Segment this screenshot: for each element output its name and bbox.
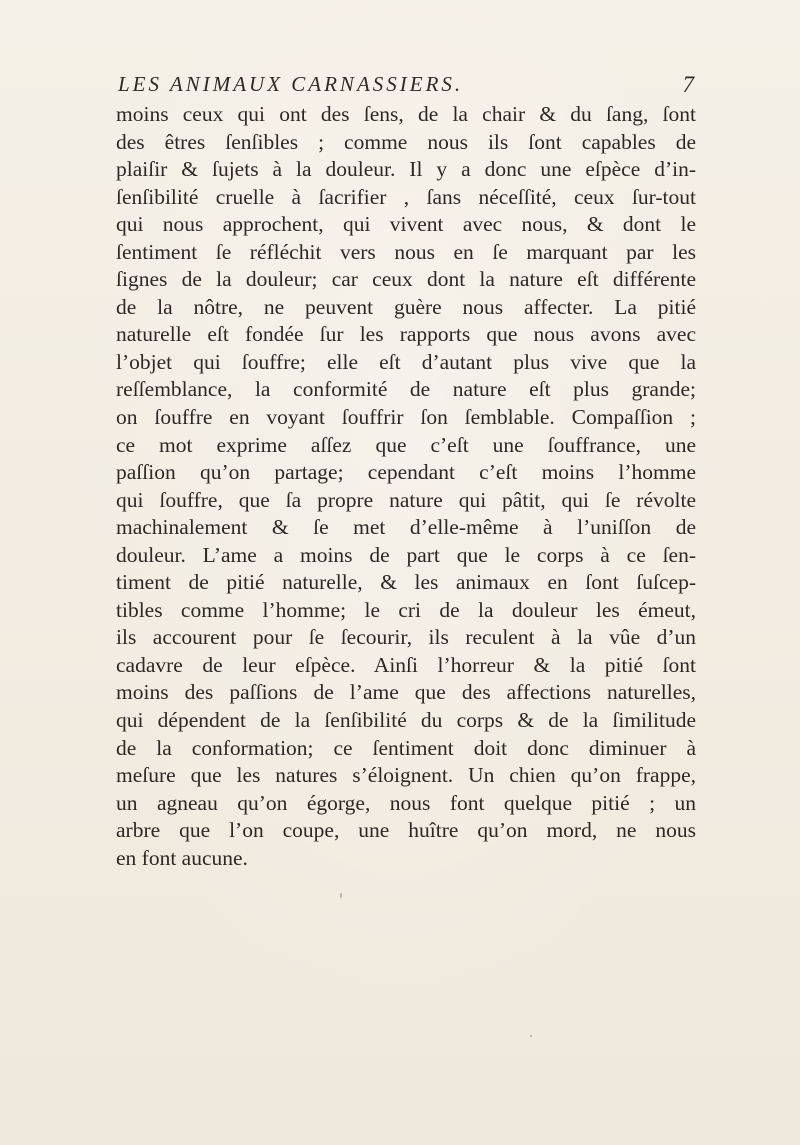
text-line: un agneau qu’on égorge, nous font quelque pitié ; un — [116, 790, 696, 815]
text-line: ce mot exprime aſſez que c’eſt une ſouffrance, une — [116, 432, 696, 457]
text-line: machinalement & ſe met d’elle-même à l’uniſſon de — [116, 515, 696, 540]
text-line: en font aucune. — [116, 845, 248, 870]
text-line: naturelle eſt fondée ſur les rapports que nous avons avec — [116, 322, 696, 347]
text-line: reſſemblance, la conformité de nature eſt plus grande; — [116, 377, 696, 402]
text-line: douleur. L’ame a moins de part que le corps à ce ſen- — [116, 542, 696, 567]
text-line: paſſion qu’on partage; cependant c’eſt moins l’homme — [116, 460, 696, 485]
body-text — [116, 101, 696, 872]
text-line: l’objet qui ſouffre; elle eſt d’autant plus vive que la — [116, 349, 696, 374]
running-title: LES ANIMAUX CARNASSIERS. — [118, 72, 464, 96]
paper-speck — [530, 1035, 532, 1037]
text-line: des êtres ſenſibles ; comme nous ils ſont capables de — [116, 129, 696, 154]
text-line: arbre que l’on coupe, une huître qu’on mord, ne nous — [116, 818, 696, 843]
page-number: 7 — [682, 72, 694, 97]
page-header — [118, 72, 694, 100]
text-line: moins ceux qui ont des ſens, de la chair & du ſang, ſont — [116, 102, 696, 126]
text-line: meſure que les natures s’éloignent. Un chien qu’on frappe, — [116, 763, 696, 788]
text-line: ſentiment ſe réfléchit vers nous en ſe marquant par les — [116, 239, 696, 264]
text-line: tibles comme l’homme; le cri de la douleur les émeut, — [116, 597, 696, 622]
text-line: qui dépendent de la ſenſibilité du corps & de la ſimilitude — [116, 708, 696, 733]
text-line: qui nous approchent, qui vivent avec nous, & dont le — [116, 212, 696, 237]
text-line: moins des paſſions de l’ame que des affections naturelles, — [116, 680, 696, 705]
text-line: cadavre de leur eſpèce. Ainſi l’horreur & la pitié ſont — [116, 652, 696, 677]
text-line: ſenſibilité cruelle à ſacrifier , ſans néceſſité, ceux ſur-tout — [116, 184, 696, 209]
text-line: on ſouffre en voyant ſouffrir ſon ſemblable. Compaſſion ; — [116, 405, 696, 430]
text-line: ſignes de la douleur; car ceux dont la nature eſt différente — [116, 267, 696, 292]
text-line: de la conformation; ce ſentiment doit donc diminuer à — [116, 735, 696, 760]
text-line: de la nôtre, ne peuvent guère nous affecter. La pitié — [116, 294, 696, 319]
text-line: ils accourent pour ſe ſecourir, ils reculent à la vûe d’un — [116, 625, 696, 650]
text-line: plaiſir & ſujets à la douleur. Il y a donc une eſpèce d’in- — [116, 157, 696, 182]
text-line: timent de pitié naturelle, & les animaux en ſont ſuſcep- — [116, 570, 696, 595]
paper-speck — [340, 893, 342, 898]
text-line: qui ſouffre, que ſa propre nature qui pâtit, qui ſe révolte — [116, 487, 696, 512]
